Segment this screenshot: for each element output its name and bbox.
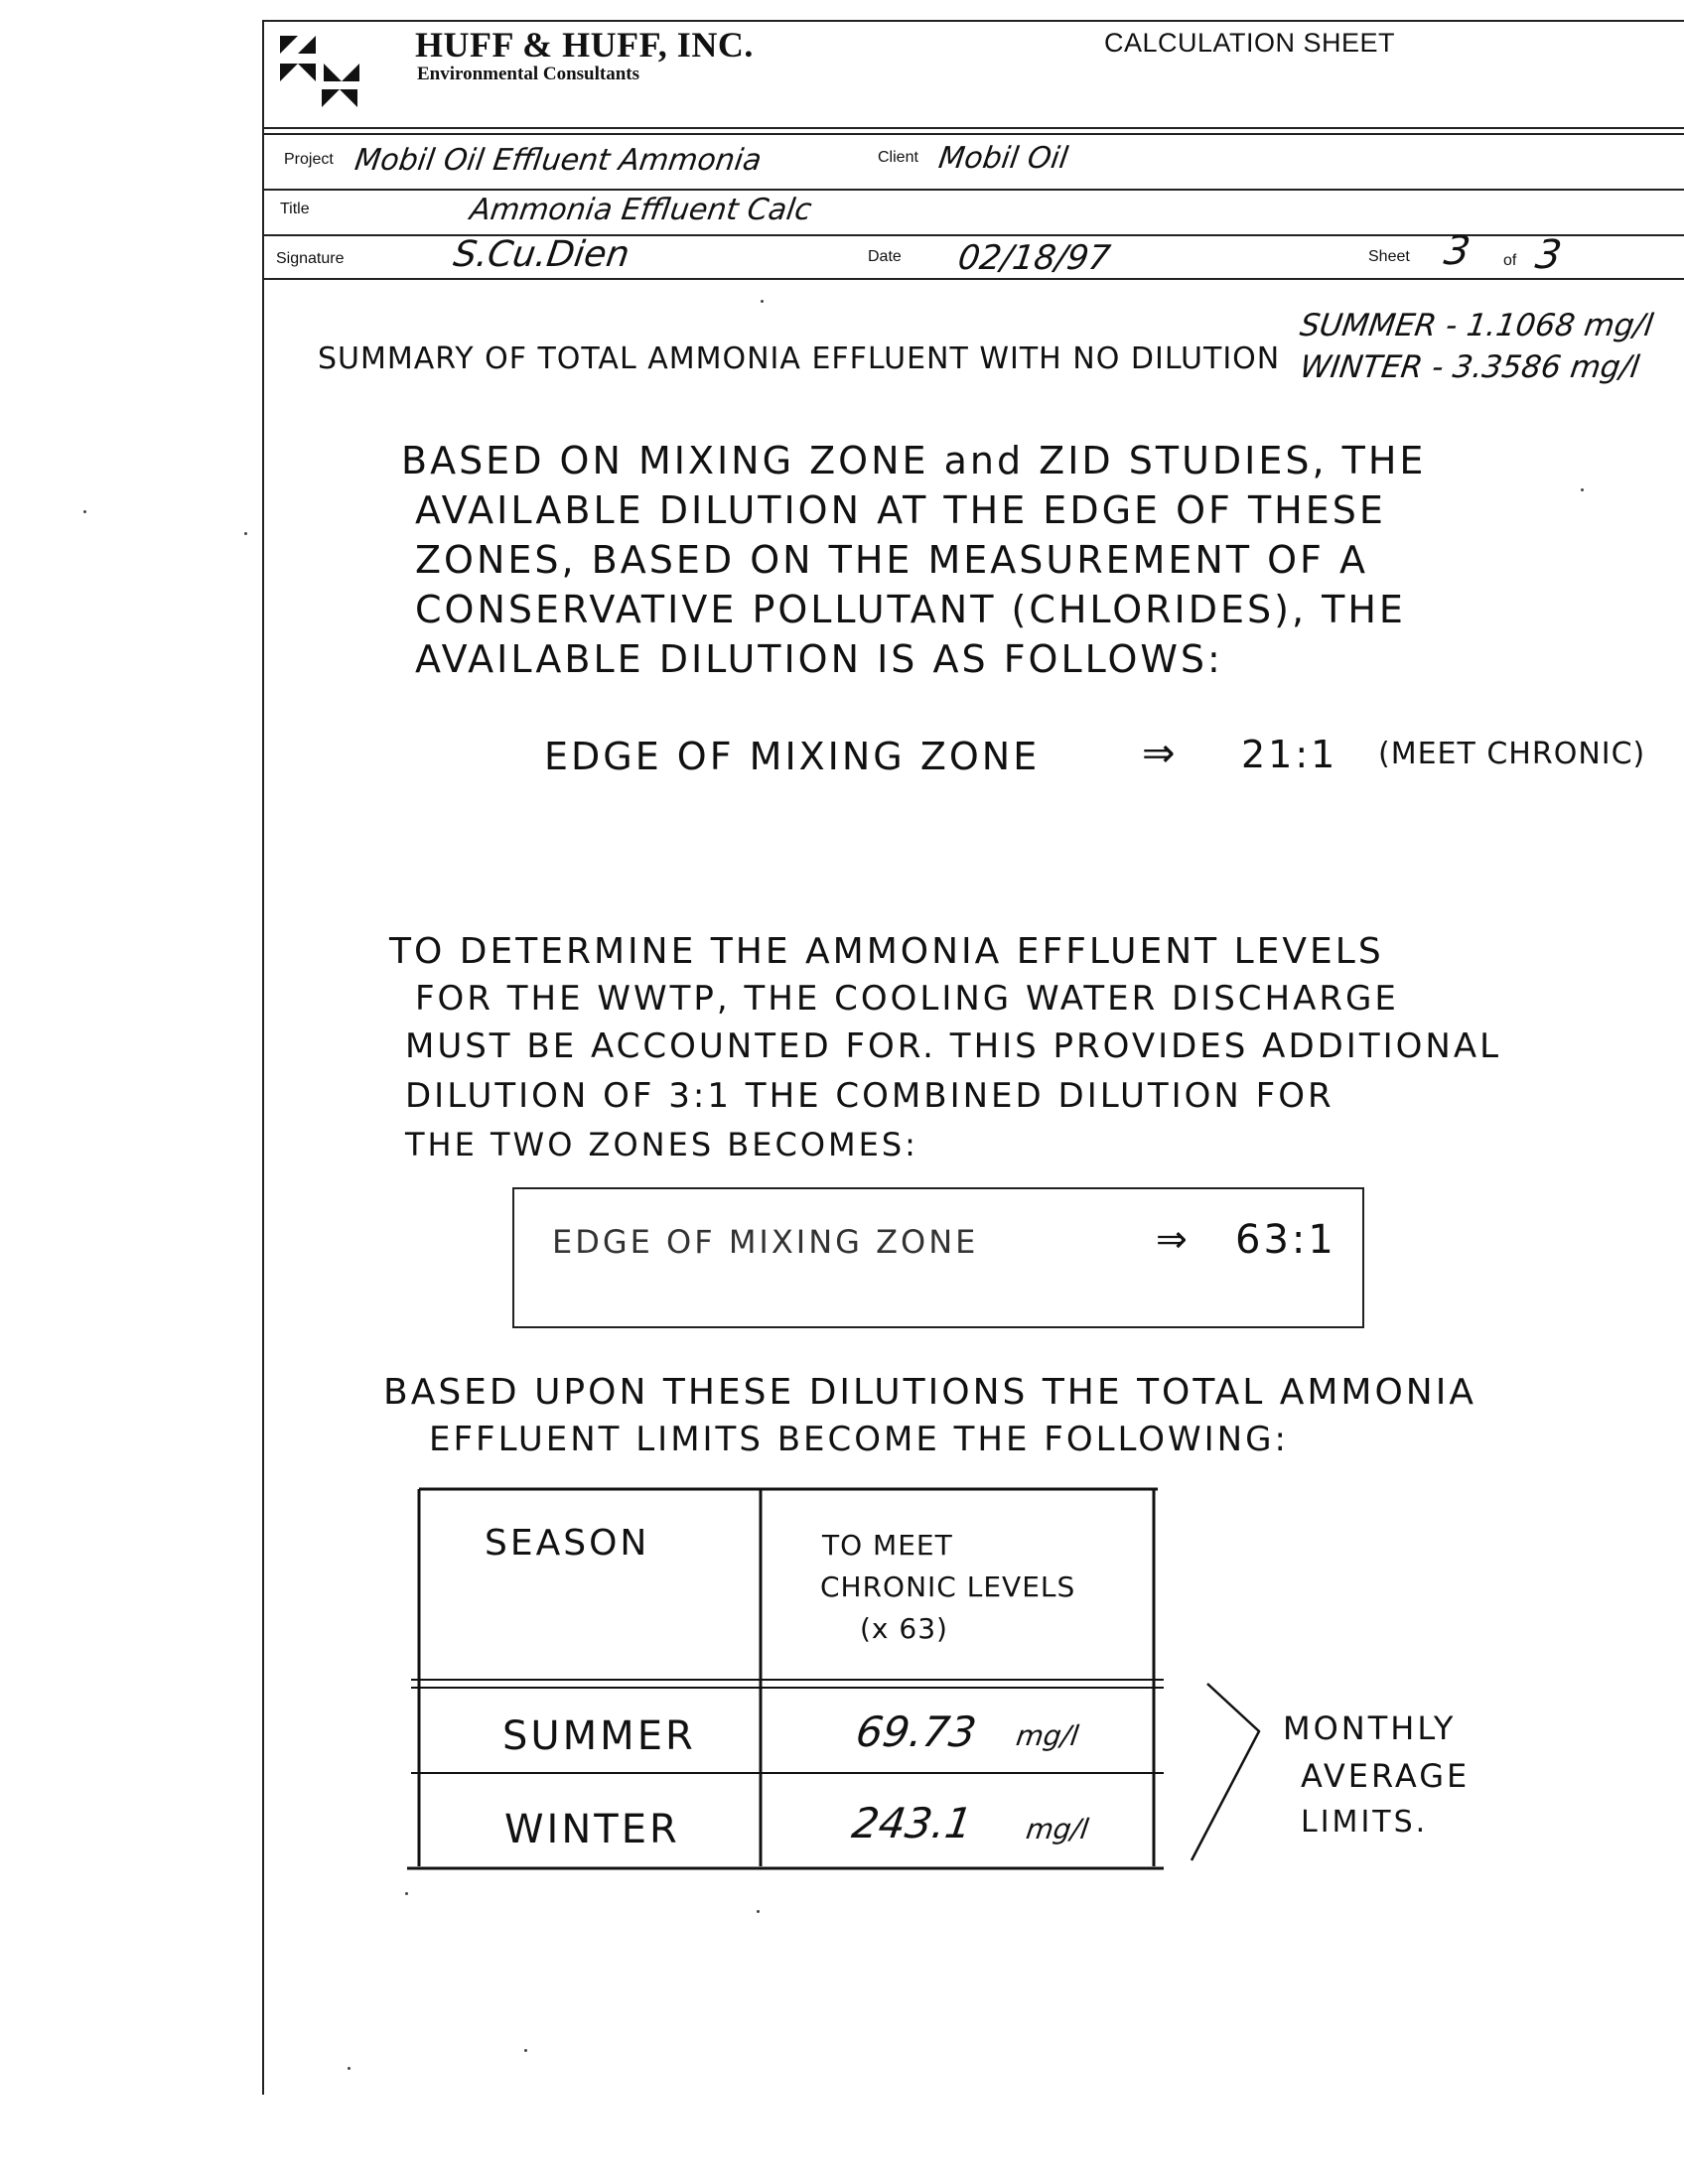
project-row-rule <box>262 189 1684 191</box>
summary-heading: SUMMARY OF TOTAL AMMONIA EFFLUENT WITH NO DILUTION <box>318 341 1281 376</box>
table-limit-value: 243.1 <box>849 1799 976 1847</box>
title-value: Ammonia Effluent Calc <box>468 193 814 227</box>
table-header-limit-line1: TO MEET <box>822 1529 953 1562</box>
sheet-number: 3 <box>1441 228 1474 274</box>
company-subtitle: Environmental Consultants <box>417 64 640 84</box>
table-header-limit-line3: (x 63) <box>860 1612 948 1645</box>
table-header-season: SEASON <box>485 1523 650 1564</box>
paragraph1-line: ZONES, BASED ON THE MEASUREMENT OF A <box>415 538 1368 582</box>
combined-edge-label: EDGE OF MIXING ZONE <box>552 1223 979 1261</box>
combined-arrow: ⇒ <box>1156 1217 1188 1261</box>
client-value: Mobil Oil <box>936 141 1070 176</box>
limits-note-line: AVERAGE <box>1301 1757 1471 1795</box>
signature-value: S.Cu.Dien <box>451 234 632 275</box>
paragraph2-line: THE TWO ZONES BECOMES: <box>405 1126 918 1163</box>
left-margin-rule <box>262 20 264 2095</box>
summary-summer-value: SUMMER - 1.1068 mg/l <box>1297 308 1656 343</box>
table-header-limit-line2: CHRONIC LEVELS <box>820 1570 1076 1603</box>
date-value: 02/18/97 <box>955 238 1113 278</box>
sheet-of-label: of <box>1503 252 1517 269</box>
sheet-label: Sheet <box>1368 248 1410 265</box>
paragraph2-line: MUST BE ACCOUNTED FOR. THIS PROVIDES ADDITIONAL <box>405 1026 1502 1066</box>
dilution-arrow: ⇒ <box>1142 731 1176 776</box>
limits-note-line: MONTHLY <box>1283 1709 1457 1747</box>
scan-speck <box>761 300 764 303</box>
date-label: Date <box>868 248 902 265</box>
sheet-total: 3 <box>1532 232 1565 278</box>
paragraph3-line: EFFLUENT LIMITS BECOME THE FOLLOWING: <box>429 1420 1289 1459</box>
combined-ratio: 63:1 <box>1235 1217 1336 1263</box>
paragraph2-line: DILUTION OF 3:1 THE COMBINED DILUTION FOR <box>405 1076 1334 1116</box>
scan-speck <box>1581 488 1584 491</box>
client-label: Client <box>878 149 918 166</box>
scan-speck <box>348 2067 351 2070</box>
paragraph1-line: AVAILABLE DILUTION AT THE EDGE OF THESE <box>415 488 1386 532</box>
bracket-icon <box>1178 1678 1267 1876</box>
title-label: Title <box>280 201 310 217</box>
dilution-note: (MEET CHRONIC) <box>1378 737 1646 771</box>
scan-speck <box>757 1910 760 1913</box>
header-divider-double <box>262 133 1684 135</box>
scan-speck <box>244 532 247 535</box>
project-value: Mobil Oil Effluent Ammonia <box>352 143 765 178</box>
paragraph2-line: TO DETERMINE THE AMMONIA EFFLUENT LEVELS <box>389 931 1384 972</box>
table-limit-value: 69.73 <box>853 1707 980 1756</box>
dilution-edge-label: EDGE OF MIXING ZONE <box>544 735 1041 778</box>
dilution-ratio: 21:1 <box>1241 733 1338 776</box>
sheet-type-title: CALCULATION SHEET <box>1104 28 1396 58</box>
table-limit-unit: mg/l <box>1014 1719 1081 1752</box>
signature-label: Signature <box>276 250 345 267</box>
top-border-rule <box>262 20 1684 22</box>
table-season-cell: SUMMER <box>502 1713 696 1759</box>
table-season-cell: WINTER <box>504 1807 680 1852</box>
scan-speck <box>524 2049 527 2052</box>
header-divider <box>262 127 1684 129</box>
paragraph1-line: BASED ON MIXING ZONE and ZID STUDIES, THE <box>401 439 1427 482</box>
scan-speck <box>83 510 86 513</box>
paragraph2-line: FOR THE WWTP, THE COOLING WATER DISCHARGE <box>415 979 1399 1019</box>
company-logo-icon <box>278 28 397 123</box>
table-limit-unit: mg/l <box>1024 1813 1091 1845</box>
limits-note-line: LIMITS. <box>1301 1805 1429 1840</box>
paragraph3-line: BASED UPON THESE DILUTIONS THE TOTAL AMMONIA <box>383 1372 1476 1413</box>
scan-speck <box>405 1892 408 1895</box>
paragraph1-line: AVAILABLE DILUTION IS AS FOLLOWS: <box>415 637 1223 681</box>
paragraph1-line: CONSERVATIVE POLLUTANT (CHLORIDES), THE <box>415 588 1406 631</box>
summary-winter-value: WINTER - 3.3586 mg/l <box>1297 349 1642 385</box>
company-name: HUFF & HUFF, INC. <box>415 25 754 65</box>
project-label: Project <box>284 151 334 168</box>
signature-row-rule <box>262 278 1684 280</box>
